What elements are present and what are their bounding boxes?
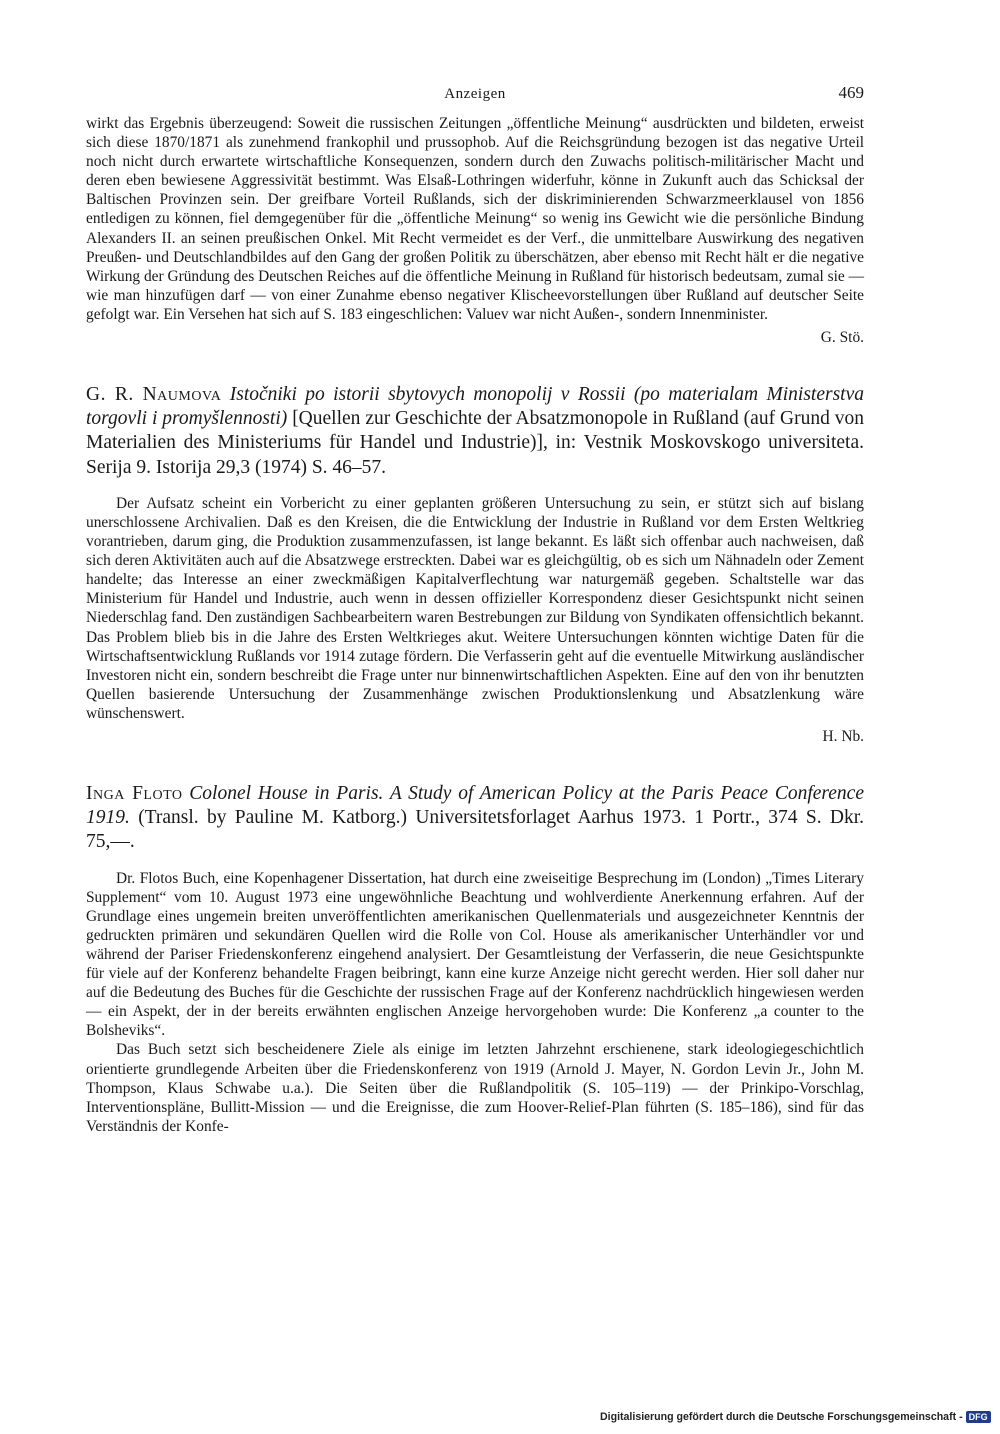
review3-author: Inga Floto [86, 782, 183, 804]
review3-details: (Transl. by Pauline M. Katborg.) Universitetsforlaget Aarhus 1973. 1 Portr., 374 S. Dkr. 75,––. [86, 807, 865, 853]
page-content [86, 80, 864, 1136]
dfg-logo-icon: DFG [966, 1411, 991, 1423]
review2-details: [Quellen zur Geschichte der Absatzmonopole in Rußland (auf Grund von Materialien des Ministeriums für Handel und Industrie)], in: Vestnik Moskovskogo universiteta. Serija 9. Istorija 29,3 (1974) S. 46–57. [86, 408, 865, 478]
footer-text: Digitalisierung gefördert durch die Deutsche Forschungsgemeinschaft - [600, 1411, 963, 1423]
review3-body-paragraph-1: Dr. Flotos Buch, eine Kopenhagener Dissertation, hat durch eine zweiseitige Besprechung im (London) „Times Literary Supplement“ vom 10. August 1973 eine ungewöhnliche Beachtung und wohlverdiente Anerkennung erfahren. Auf der Grundlage eines ungemein breiten unveröffentlichten amerikanischen Quellenmaterials und ausgezeichneter Kenntnis der gedruckten primären und sekundären Quellen wird die Rolle von Col. House als amerikanischer Unterhändler vor und während der Pariser Friedenskonferenz eingehend analysiert. Der Gesamtleistung der Verfasserin, die neue Gesichtspunkte für viele auf der Konferenz behandelte Fragen beibringt, kann eine kurze Anzeige nicht gerecht werden. Hier soll daher nur auf die Bedeutung des Buches für die Geschichte der russischen Frage auf der Konferenz nachdrücklich hingewiesen werden — ein Aspekt, der in der bereits erwähnten englischen Anzeige hervorgehoben wurde: Die Konferenz „a counter to the Bolsheviks“. [86, 869, 864, 1040]
review3-heading [86, 782, 864, 855]
review2-signature: H. Nb. [822, 727, 864, 745]
review1-signature: G. Stö. [820, 329, 864, 347]
digitization-footer [600, 1408, 996, 1426]
review1-body: wirkt das Ergebnis überzeugend: Soweit die russischen Zeitungen „öffentliche Meinung“ ausdrückten und bildeten, erweist sich diese 1870/1871 als zunehmend frankophil und prussophob. Auf die Reichsgründung bezogen ist das negative Urteil noch nicht durch erwartete wirtschaftliche Konsequenzen, sondern durch den Zuwachs politisch-militärischer Macht und deren eben bewiesene Aggressivität bestimmt. Was Elsaß-Lothringen widerfuhr, könne in Zukunft auch das Schicksal der Baltischen Provinzen sein. Der greifbare Vorteil Rußlands, sich der diskriminierenden Schwarzmeerklausel von 1856 entledigen zu können, fiel demgegenüber für die „öffentliche Meinung“ so wenig ins Gewicht wie die persönliche Bindung Alexanders II. an seinen preußischen Onkel. Mit Recht vermeidet es der Verf., die unmittelbare Auswirkung des negativen Preußen- und Deutschlandbildes auf den Gang der großen Politik zu überschätzen, aber ebenso mit Recht hält er die negative Wirkung der Gründung des Deutschen Reiches auf die öffentliche Meinung in Rußland für historisch bedeutsam, zumal sie — wie man hinzufügen darf — von einer Zunahme ebenso negativer Klischeevorstellungen über Rußland auf deutscher Seite gefolgt war. Ein Versehen hat sich auf S. 183 eingeschlichen: Valuev war nicht Außen-, sondern Innenminister. [86, 115, 864, 323]
review2-author: G. R. Naumova [86, 384, 222, 406]
page-number: 469 [838, 83, 864, 102]
review2-heading [86, 383, 864, 480]
review3-title: Colonel House in Paris. A Study of American Policy at the Paris Peace Conference 1919. [86, 782, 864, 829]
review2-title: Istočniki po istorii sbytovych monopolij v Rossii (po materialam Ministerstva torgovli i promyšlennosti) [86, 384, 864, 430]
running-title: Anzeigen [444, 86, 506, 102]
running-head [86, 80, 864, 114]
review3-body-paragraph-2: Das Buch setzt sich bescheidenere Ziele als einige im letzten Jahrzehnt erschienene, stark ideologiegeschichtlich orientierte grundlegende Arbeiten über die Friedenskonferenz von 1919 (Arnold J. Mayer, N. Gordon Levin Jr., John M. Thompson, Klaus Schwabe u.a.). Die Seiten über die Rußlandpolitik (S. 105–119) — der Prinkipo-Vorschlag, Interventionspläne, Bullitt-Mission — und die Ereignisse, die zum Hoover-Relief-Plan führten (S. 185–186), sind für das Verständnis der Konfe- [86, 1041, 864, 1135]
review2-body: Der Aufsatz scheint ein Vorbericht zu einer geplanten größeren Untersuchung zu sein, er stützt sich auf bislang unerschlossene Archivalien. Daß es den Kreisen, die die Entwicklung der Industrie in Rußland vor dem Ersten Weltkrieg vorantrieben, darum ging, die Produktion zusammenzufassen, ist lange bekannt. Es läßt sich offenbar auch nachweisen, daß sich deren Aktivitäten auch auf die Absatzwege erstreckten. Dabei war es gleichgültig, ob es sich um Nähnadeln oder Zement handelte; das Interesse an einer zweckmäßigen Kapitalverflechtung war naturgemäß gegeben. Schaltstelle war das Ministerium für Handel und Industrie, auch wenn in dessen offizieller Korrespondenz dieser Gesichtspunkt nicht seinen Niederschlag fand. Den zuständigen Sachbearbeitern waren Bestrebungen zur Bildung von Syndikaten offensichtlich bekannt. Das Problem blieb bis in die Jahre des Ersten Weltkrieges akut. Weitere Untersuchungen könnten wichtige Daten für die Wirtschaftsentwicklung Rußlands vor 1914 zutage fördern. Die Verfasserin geht auf die eventuelle Mitwirkung ausländischer Investoren nicht ein, sondern beschreibt die Frage unter nur binnenwirtschaftlichen Aspekten. Eine auf den von ihr benutzten Quellen basierende Untersuchung der Zusammenhänge zwischen Produktionslenkung und Absatzlenkung wäre wünschenswert. [86, 494, 864, 722]
